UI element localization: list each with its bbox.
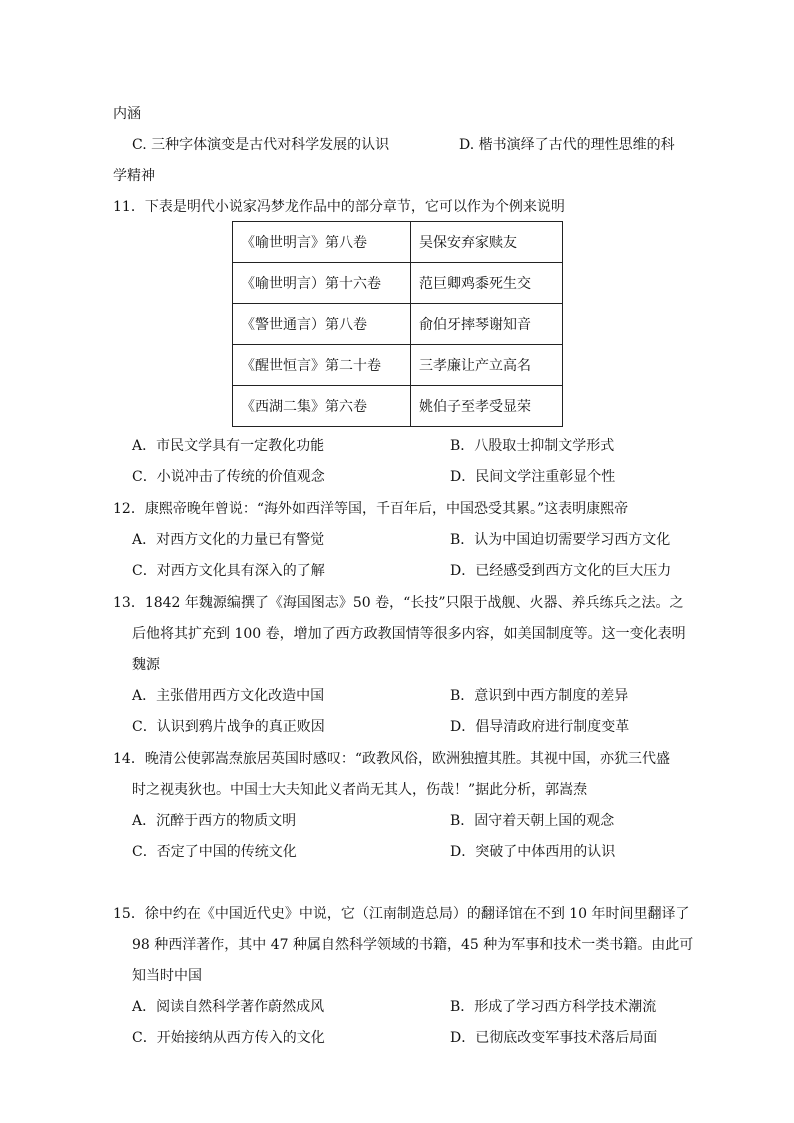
chapter-cell: 《喻世明言）第十六卷 — [233, 263, 411, 304]
q13-option-c: C．认识到鸦片战争的真正败因 — [132, 719, 325, 735]
q12-option-a: A．对西方文化的力量已有警觉 — [132, 532, 325, 548]
q11-option-c: C．小说冲击了传统的价值观念 — [132, 469, 325, 485]
q14-option-a: A．沉醉于西方的物质文明 — [132, 813, 297, 829]
q13-stem-line1: 13．1842 年魏源编撰了《海国图志》50 卷，“长技”只限于战舰、火器、养兵练兵之法。之 — [113, 595, 684, 611]
chapter-cell: 《喻世明言》第八卷 — [233, 222, 411, 263]
chapter-cell: 《醒世恒言》第二十卷 — [233, 345, 411, 386]
q12-option-c: C．对西方文化具有深入的了解 — [132, 563, 325, 579]
q15-stem-line3: 知当时中国 — [132, 968, 202, 984]
q13-option-d: D．倡导清政府进行制度变革 — [450, 719, 630, 735]
table-row — [233, 263, 563, 304]
title-cell: 三孝廉让产立高名 — [411, 345, 563, 386]
table-row — [233, 345, 563, 386]
table-row — [233, 386, 563, 427]
q13-option-a: A．主张借用西方文化改造中国 — [132, 688, 325, 704]
chapter-cell: 《警世通言）第八卷 — [233, 304, 411, 345]
table-row — [233, 222, 563, 263]
prev-option-c: C. 三种字体演变是古代对科学发展的认识 — [132, 137, 390, 153]
q14-option-d: D．突破了中体西用的认识 — [450, 844, 616, 860]
q15-option-c: C．开始接纳从西方传入的文化 — [132, 1030, 325, 1046]
q14-option-c: C．否定了中国的传统文化 — [132, 844, 297, 860]
chapter-cell: 《西湖二集》第六卷 — [233, 386, 411, 427]
prev-question-stem-tail: 内涵 — [113, 106, 141, 122]
q15-option-d: D．已彻底改变军事技术落后局面 — [450, 1030, 658, 1046]
q11-option-b: B．八股取士抑制文学形式 — [450, 438, 615, 454]
q12-option-d: D．已经感受到西方文化的巨大压力 — [450, 563, 672, 579]
q15-option-b: B．形成了学习西方科学技术潮流 — [450, 999, 657, 1015]
q14-stem-line1: 14．晚清公使郭嵩焘旅居英国时感叹：“政教风俗，欧洲独擅其胜。其视中国，亦犹三代盛 — [113, 751, 670, 767]
q13-stem-line3: 魏源 — [132, 657, 160, 673]
title-cell: 范巨卿鸡黍死生交 — [411, 263, 563, 304]
q11-option-d: D．民间文学注重彰显个性 — [450, 469, 616, 485]
q11-chapter-table — [232, 221, 563, 427]
prev-option-d: D. 楷书演绎了古代的理性思维的科 — [459, 137, 675, 153]
q15-stem-line2: 98 种西洋著作，其中 47 种属自然科学领域的书籍，45 种为军事和技术一类书籍。由此可 — [132, 937, 694, 953]
q14-stem-line2: 时之视夷狄也。中国士大夫知此义者尚无其人，伤哉！”据此分析，郭嵩焘 — [132, 782, 588, 798]
prev-option-d-tail: 学精神 — [113, 168, 155, 184]
title-cell: 俞伯牙摔琴谢知音 — [411, 304, 563, 345]
q15-stem-line1: 15．徐中约在《中国近代史》中说，它（江南制造总局）的翻译馆在不到 10 年时间里翻译了 — [113, 906, 690, 922]
q13-option-b: B．意识到中西方制度的差异 — [450, 688, 629, 704]
q15-option-a: A．阅读自然科学著作蔚然成风 — [132, 999, 325, 1015]
q11-option-a: A．市民文学具有一定教化功能 — [132, 438, 325, 454]
q11-stem: 11．下表是明代小说家冯梦龙作品中的部分章节，它可以作为个例来说明 — [113, 199, 565, 215]
q12-option-b: B．认为中国迫切需要学习西方文化 — [450, 532, 671, 548]
q13-stem-line2: 后他将其扩充到 100 卷，增加了西方政教国情等很多内容，如美国制度等。这一变化表明 — [132, 626, 686, 642]
q12-stem: 12．康熙帝晚年曾说：“海外如西洋等国，千百年后，中国恐受其累。”这表明康熙帝 — [113, 501, 629, 517]
title-cell: 姚伯子至孝受显荣 — [411, 386, 563, 427]
q14-option-b: B．固守着天朝上国的观念 — [450, 813, 615, 829]
table-row — [233, 304, 563, 345]
title-cell: 吴保安弃家赎友 — [411, 222, 563, 263]
